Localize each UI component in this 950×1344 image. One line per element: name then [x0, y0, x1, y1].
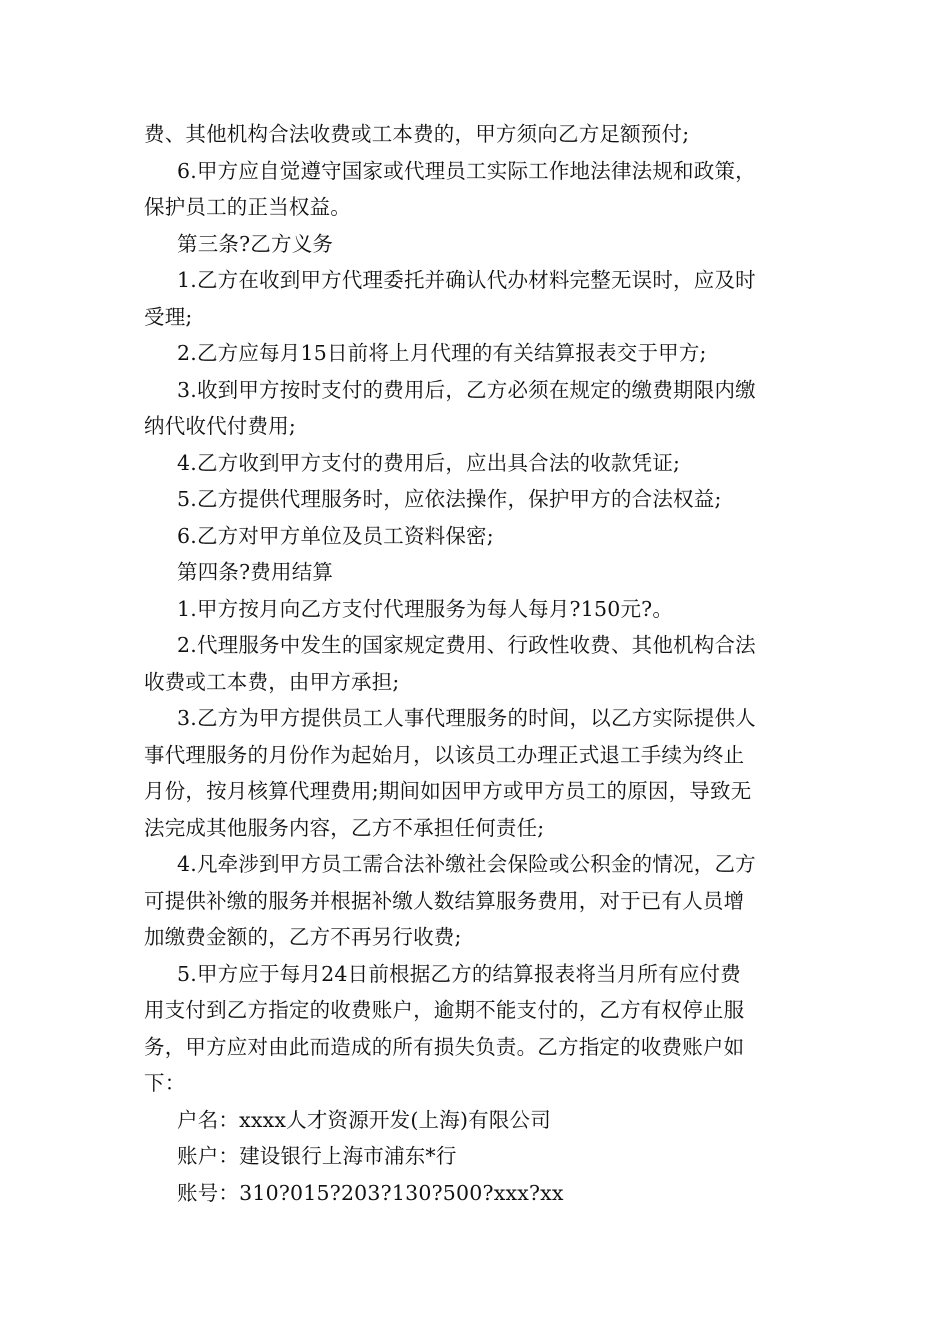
body-line: 3.收到甲方按时支付的费用后，乙方必须在规定的缴费期限内缴 — [177, 377, 756, 402]
body-line: 保护员工的正当权益。 — [144, 195, 351, 219]
section-heading: 第三条?乙方义务 — [177, 231, 334, 256]
account-number-line: 账号：310?015?203?130?500?xxx?xx — [177, 1180, 564, 1205]
body-line: 4.凡牵涉到甲方员工需合法补缴社会保险或公积金的情况，乙方 — [177, 852, 756, 876]
body-line: 1.乙方在收到甲方代理委托并确认代办材料完整无误时，应及时 — [177, 268, 756, 292]
body-line: 5.乙方提供代理服务时，应依法操作，保护甲方的合法权益; — [177, 487, 722, 511]
body-line: 2.乙方应每月15日前将上月代理的有关结算报表交于甲方; — [177, 341, 707, 365]
section-heading: 第四条?费用结算 — [177, 560, 334, 584]
body-line: 纳代收代付费用; — [144, 414, 297, 438]
body-line: 月份，按月核算代理费用;期间如因甲方或甲方员工的原因，导致无 — [144, 779, 752, 803]
body-line: 事代理服务的月份作为起始月，以该员工办理正式退工手续为终止 — [144, 742, 745, 767]
body-line: 用支付到乙方指定的收费账户，逾期不能支付的，乙方有权停止服 — [144, 998, 745, 1022]
body-line: 4.乙方收到甲方支付的费用后，应出具合法的收款凭证; — [177, 450, 681, 475]
body-line: 5.甲方应于每月24日前根据乙方的结算报表将当月所有应付费 — [177, 961, 741, 986]
body-line: 加缴费金额的，乙方不再另行收费; — [144, 925, 462, 949]
body-line: 1.甲方按月向乙方支付代理服务为每人每月?150元?。 — [177, 596, 674, 621]
body-line: 6.甲方应自觉遵守国家或代理员工实际工作地法律法规和政策， — [177, 158, 756, 183]
body-line: 务，甲方应对由此而造成的所有损失负责。乙方指定的收费账户如 — [144, 1034, 745, 1059]
body-line: 费、其他机构合法收费或工本费的，甲方须向乙方足额预付; — [144, 122, 690, 146]
body-line: 收费或工本费，由甲方承担; — [144, 669, 400, 694]
body-line: 6.乙方对甲方单位及员工资料保密; — [177, 523, 494, 548]
body-line: 法完成其他服务内容，乙方不承担任何责任; — [144, 815, 545, 840]
account-bank-line: 账户：建设银行上海市浦东*行 — [177, 1144, 457, 1168]
body-line: 2.代理服务中发生的国家规定费用、行政性收费、其他机构合法 — [177, 633, 756, 657]
body-line: 受理; — [144, 304, 193, 329]
body-line: 下： — [144, 1071, 186, 1095]
body-line: 可提供补缴的服务并根据补缴人数结算服务费用，对于已有人员增 — [144, 888, 745, 913]
body-line: 3.乙方为甲方提供员工人事代理服务的时间，以乙方实际提供人 — [177, 706, 756, 730]
account-name-line: 户名：xxxx人才资源开发(上海)有限公司 — [177, 1107, 551, 1132]
document-body — [144, 116, 809, 1211]
